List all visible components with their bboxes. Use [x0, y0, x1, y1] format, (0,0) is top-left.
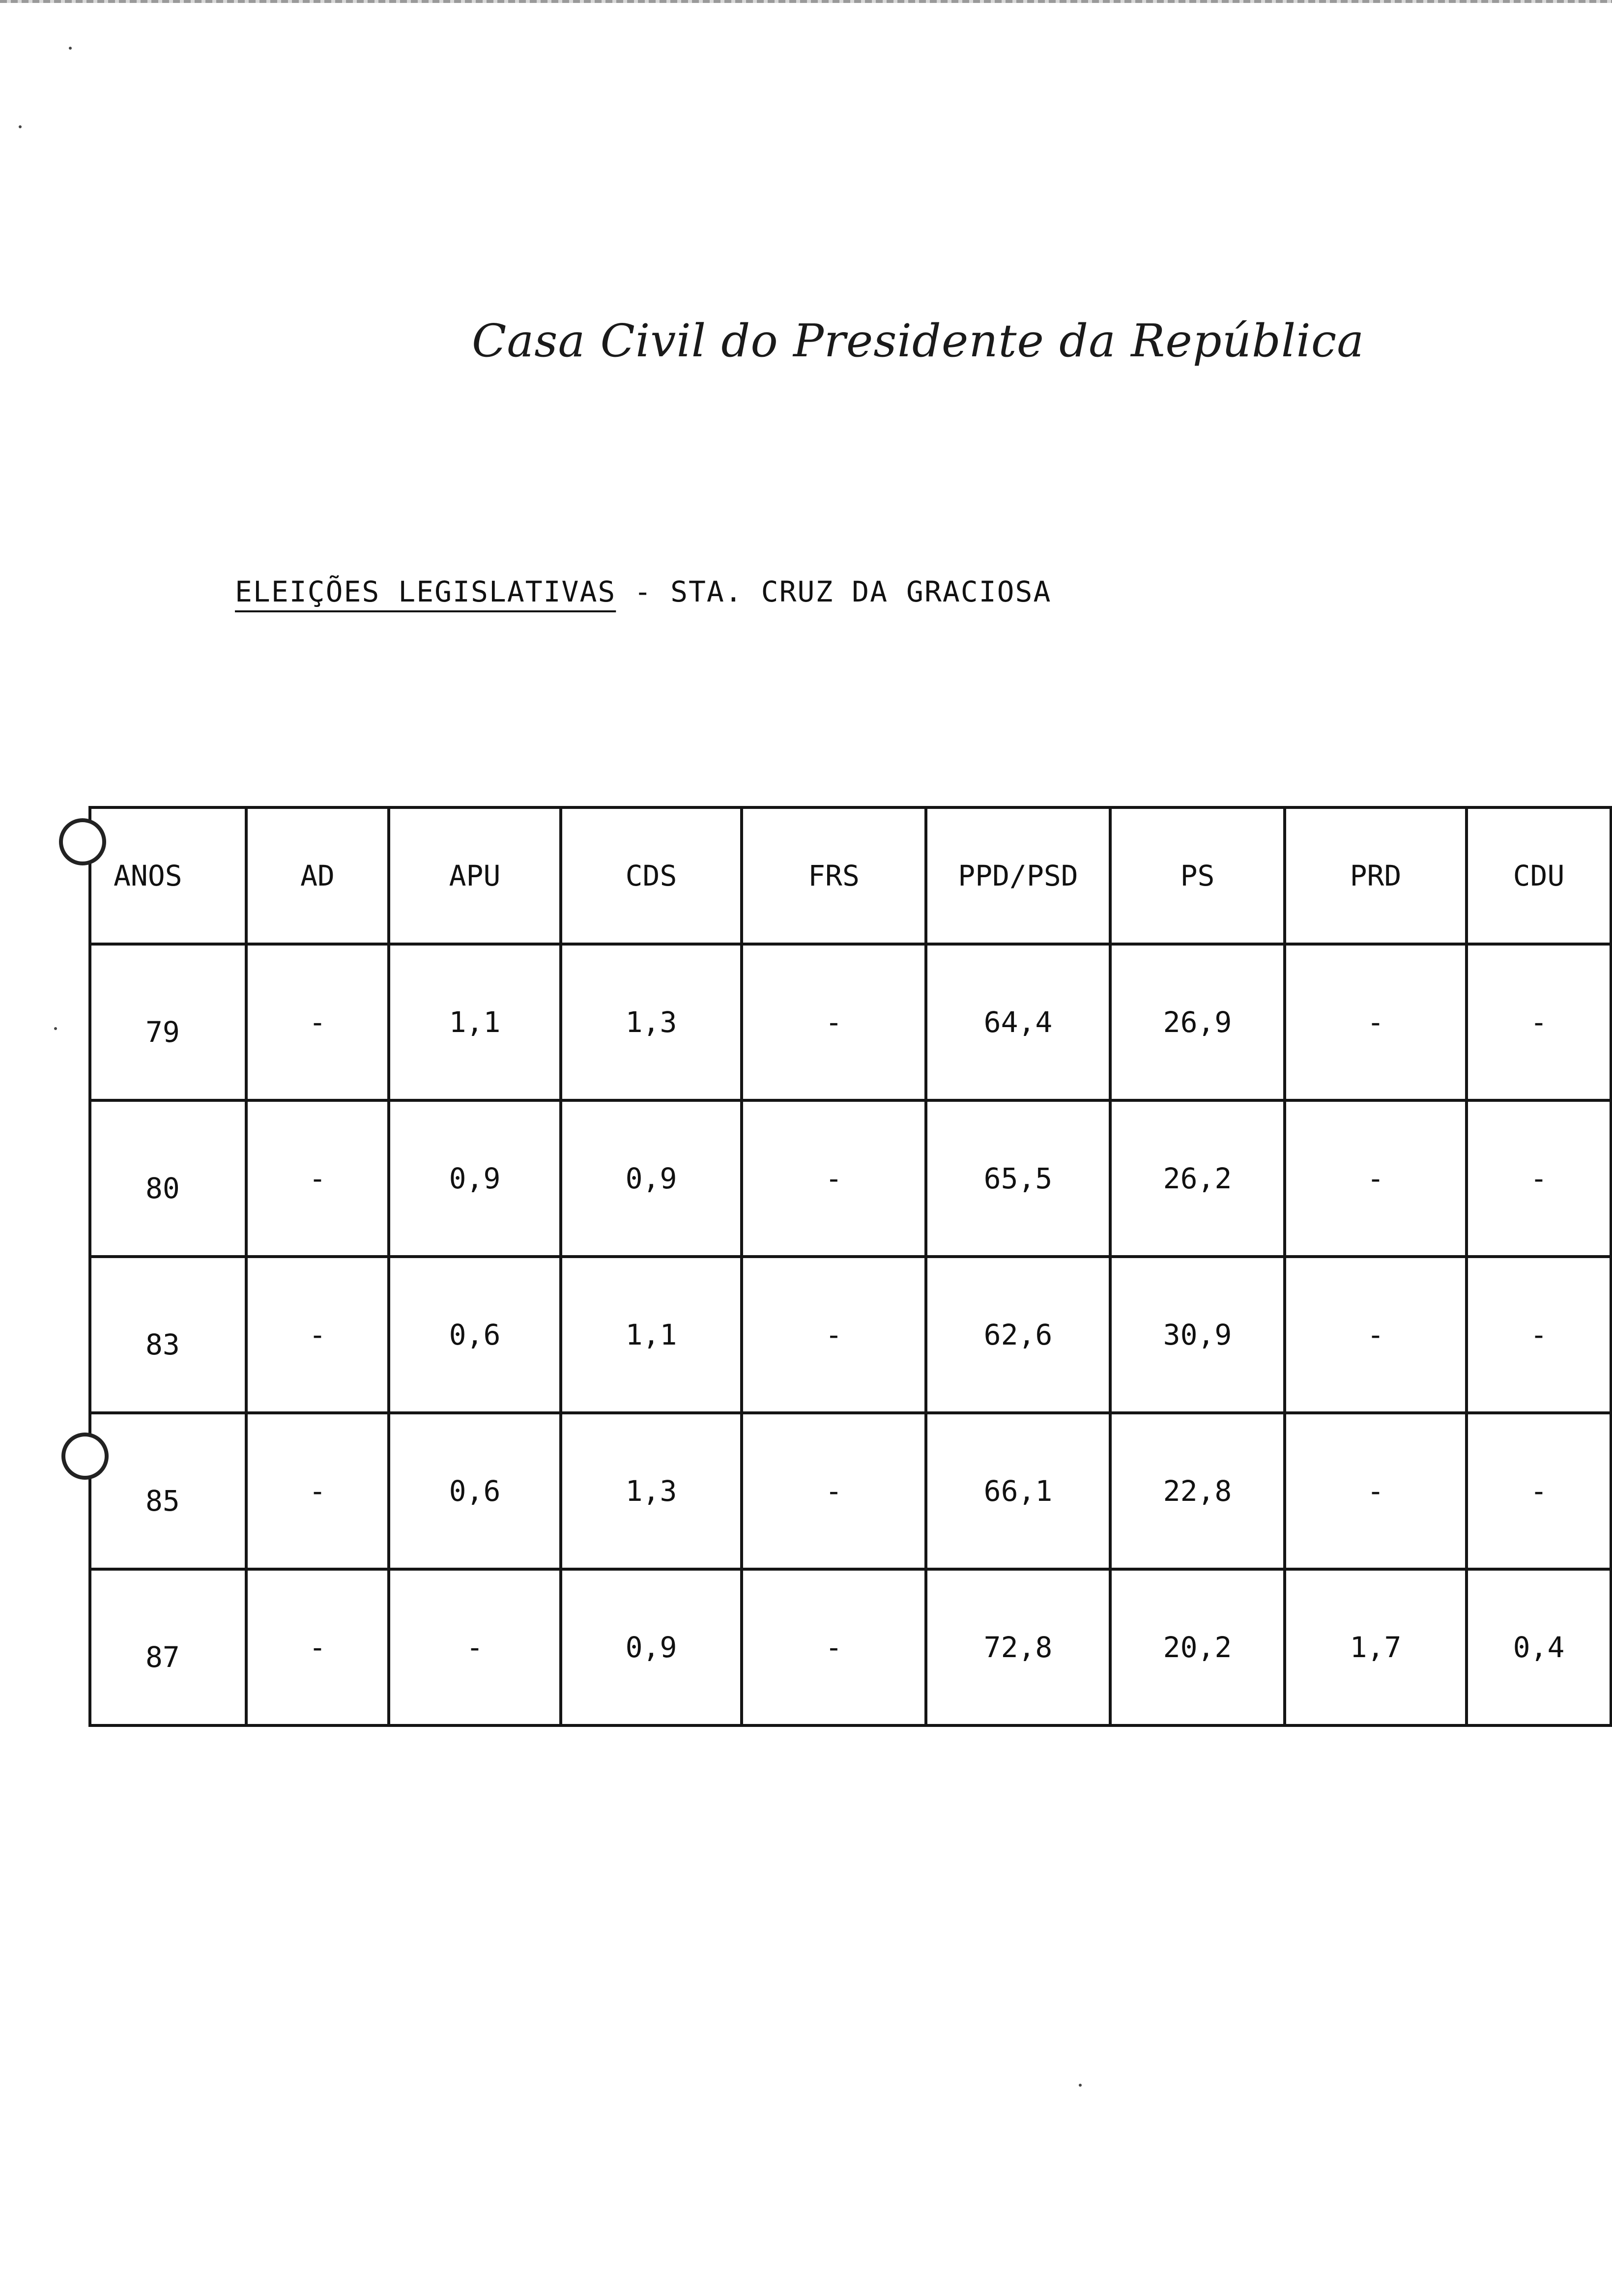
table-cell: -	[742, 1413, 926, 1569]
table-cell: 20,2	[1110, 1569, 1285, 1725]
column-header: FRS	[742, 807, 926, 944]
table-header-row	[90, 807, 1611, 944]
table-cell: 0,9	[389, 1100, 561, 1257]
column-header: PS	[1110, 807, 1285, 944]
table-row	[90, 1413, 1611, 1569]
table-cell: 1,1	[561, 1257, 742, 1413]
table-cell: -	[1467, 1100, 1611, 1257]
table-cell: 30,9	[1110, 1257, 1285, 1413]
results-table	[88, 806, 1612, 1727]
column-header: ANOS	[90, 807, 246, 944]
table-row	[90, 944, 1611, 1100]
table-row	[90, 1257, 1611, 1413]
table-cell: 62,6	[926, 1257, 1110, 1413]
table-cell: -	[389, 1569, 561, 1725]
punch-hole-top	[59, 818, 106, 865]
table-cell: 26,2	[1110, 1100, 1285, 1257]
table-cell: 66,1	[926, 1413, 1110, 1569]
table-cell: 0,4	[1467, 1569, 1611, 1725]
table-cell: 0,6	[389, 1257, 561, 1413]
table-cell: -	[1285, 1413, 1467, 1569]
page-top-edge	[0, 0, 1612, 3]
table-cell: 1,7	[1285, 1569, 1467, 1725]
column-header: APU	[389, 807, 561, 944]
table-cell: 72,8	[926, 1569, 1110, 1725]
table-cell: 1,3	[561, 1413, 742, 1569]
letterhead: Casa Civil do Presidente da República	[472, 315, 1365, 367]
table-cell: 22,8	[1110, 1413, 1285, 1569]
table-cell: 83	[90, 1257, 246, 1413]
table-cell: -	[742, 1100, 926, 1257]
table-row	[90, 1100, 1611, 1257]
column-header: PRD	[1285, 807, 1467, 944]
table-cell: -	[246, 1413, 389, 1569]
table-cell: -	[742, 1257, 926, 1413]
table-cell: -	[1467, 944, 1611, 1100]
scan-speck	[19, 125, 22, 128]
table-cell: 26,9	[1110, 944, 1285, 1100]
table-cell: -	[1285, 944, 1467, 1100]
title-main: ELEIÇÕES LEGISLATIVAS	[235, 575, 616, 608]
punch-hole-bottom	[61, 1433, 109, 1480]
table-cell: -	[742, 944, 926, 1100]
scan-speck	[54, 1027, 57, 1030]
table-cell: 65,5	[926, 1100, 1110, 1257]
table-cell: 79	[90, 944, 246, 1100]
table-cell: 1,3	[561, 944, 742, 1100]
table-cell: 85	[90, 1413, 246, 1569]
table-cell: 80	[90, 1100, 246, 1257]
table-cell: 0,9	[561, 1100, 742, 1257]
scan-speck	[69, 47, 72, 50]
title-separator: -	[616, 575, 671, 608]
document-title	[235, 575, 1051, 608]
column-header: AD	[246, 807, 389, 944]
table-cell: -	[246, 1569, 389, 1725]
table-cell: -	[246, 1257, 389, 1413]
column-header: PPD/PSD	[926, 807, 1110, 944]
title-location: STA. CRUZ DA GRACIOSA	[670, 575, 1052, 608]
table-cell: 0,9	[561, 1569, 742, 1725]
table-cell: 0,6	[389, 1413, 561, 1569]
table-cell: 87	[90, 1569, 246, 1725]
table-row	[90, 1569, 1611, 1725]
table-cell: -	[1467, 1413, 1611, 1569]
table-cell: -	[742, 1569, 926, 1725]
table-cell: -	[1467, 1257, 1611, 1413]
table-cell: -	[1285, 1257, 1467, 1413]
table-cell: 1,1	[389, 944, 561, 1100]
table-cell: 64,4	[926, 944, 1110, 1100]
table-cell: -	[246, 944, 389, 1100]
column-header: CDS	[561, 807, 742, 944]
scan-speck	[1079, 2084, 1082, 2087]
table-cell: -	[246, 1100, 389, 1257]
table-cell: -	[1285, 1100, 1467, 1257]
column-header: CDU	[1467, 807, 1611, 944]
